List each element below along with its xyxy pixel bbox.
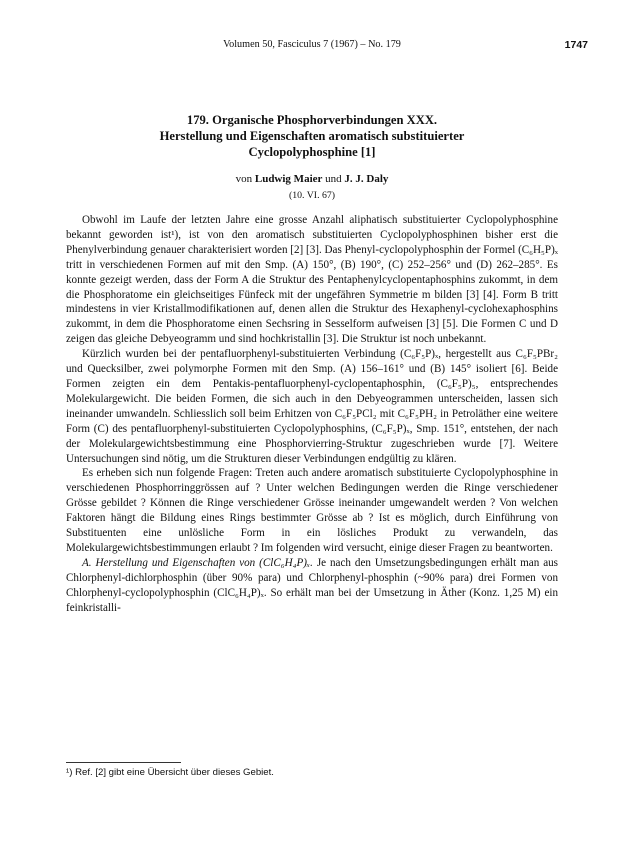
received-date: (10. VI. 67) — [288, 190, 336, 201]
page-number: 1747 — [564, 39, 588, 51]
footnote — [66, 767, 558, 778]
paragraph-4-text: Je nach den Umsetzungsbedingungen erhält man aus Chlorphenyl-dichlorphosphin (über 90% para) und Chlorphenyl-phosphin (~90% para) drei Formen von Chlorphenyl-cyclopolyphosphin (ClC₆H₄P)ₓ. So erhält man bei der Umsetzung in Äther (Konz. 1,25 M) ein feinkristalli- — [66, 556, 558, 614]
article-body — [66, 213, 558, 615]
paragraph-1: Obwohl im Laufe der letzten Jahre eine grosse Anzahl aliphatisch substituierter Cyclopolyphosphine bekannt geworden ist¹), ist von den aromatisch substituierten Cyclopolyphosphinen bisher erst die Phenylverbindung genauer charakterisiert worden [2] [3]. Das Phenyl-cyclopolyphosphin der Formel (C₆H₅P)ₓ tritt in verschiedenen Formen auf mit den Smp. (A) 150°, (B) 190°, (C) 252–256° und (D) 262–285°. Es konnte gezeigt werden, dass der Form A die Struktur des Pentaphenylcyclopentaphosphins zukommt, in dem die Phosphoratome ein gleichseitiges Fünfeck mit der ungefähren Symmetrie m bilden [3] [4]. Form B tritt mindestens in vier Kristallmodifikationen auf, denen allen die Struktur des Hexaphenyl-cyclohexaphosphins zukommt, in dem die Phosphoratome einen Sechsring in Sesselform aufweisen [3] [5]. Die Formen C und D zeigen das gleiche Debyeogramm und sind hochkristallin [3]. Die Struktur ist noch unbekannt. — [66, 214, 558, 346]
footnote-rule — [66, 762, 181, 763]
title-line-3: Cyclopolyphosphine [1] — [248, 145, 376, 159]
byline-und: und — [325, 173, 342, 185]
author-1: Ludwig Maier — [254, 173, 323, 185]
paragraph-4 — [66, 556, 558, 616]
footnote-marker: ¹) — [66, 767, 73, 778]
byline-von: von — [235, 173, 253, 185]
article-title — [40, 112, 584, 160]
running-head-text: Volumen 50, Fasciculus 7 (1967) – No. 179 — [223, 39, 401, 50]
byline — [40, 173, 584, 185]
footnote-text: Ref. [2] gibt eine Übersicht über dieses Gebiet. — [75, 767, 274, 778]
author-2: J. J. Daly — [344, 173, 389, 185]
title-line-1: 179. Organische Phosphorverbindungen XXX. — [186, 113, 438, 127]
title-line-2: Herstellung und Eigenschaften aromatisch substituierter — [159, 129, 465, 143]
running-header — [0, 39, 624, 53]
section-heading-a: A. Herstellung und Eigenschaften von (ClC₆H₄P)ₓ. — [82, 556, 313, 569]
paragraph-2: Kürzlich wurden bei der pentafluorphenyl-substituierten Verbindung (C₆F₅P)ₓ, hergestellt aus C₆F₅PBr₂ und Quecksilber, zwei polymorphe Formen mit den Smp. (A) 156–161° und (B) 145° isoliert [6]. Beide Formen zeigten ein dem Pentakis-pentafluorphenyl-cyclopentaphosphin, (C₆F₅P)₅, entsprechendes Molekulargewicht. Die beiden Formen, die sich auch in den Debyeogrammen unterscheiden, lassen sich ineinander umwandeln. Schliesslich soll beim Erhitzen von C₆F₅PCl₂ mit C₆F₅PH₂ in Petroläther eine weitere Form (C) des pentafluorphenyl-substituierten Cyclopolyphosphins, (C₆F₅P)ₓ, Smp. 151°, entstehen, der nach der Molekulargewichtsbestimmung eine Phosphorvierring-Struktur zugeschrieben wurde [7]. Weitere Untersuchungen sind nötig, um die Strukturen dieser Verbindungen endgültig zu klären. — [66, 348, 558, 465]
paragraph-3: Es erheben sich nun folgende Fragen: Treten auch andere aromatisch substituierte Cyclopolyphosphine in verschiedenen Phosphorringgrössen auf ? Unter welchen Bedingungen werden die Ringe verschiedener Grösse gebildet ? Können die Ringe verschiedener Grösse ineinander umgewandelt werden ? Von welchen Faktoren hängt die Bildung eines Rings bestimmter Grösse ab ? Ist es möglich, durch Einführung von Substituenten eine unlösliche Form in ein lösliches Produkt zu verwandeln, das Molekulargewichtsbestimmungen erlaubt ? Im folgenden wird versucht, einige dieser Fragen zu beantworten. — [66, 467, 558, 554]
